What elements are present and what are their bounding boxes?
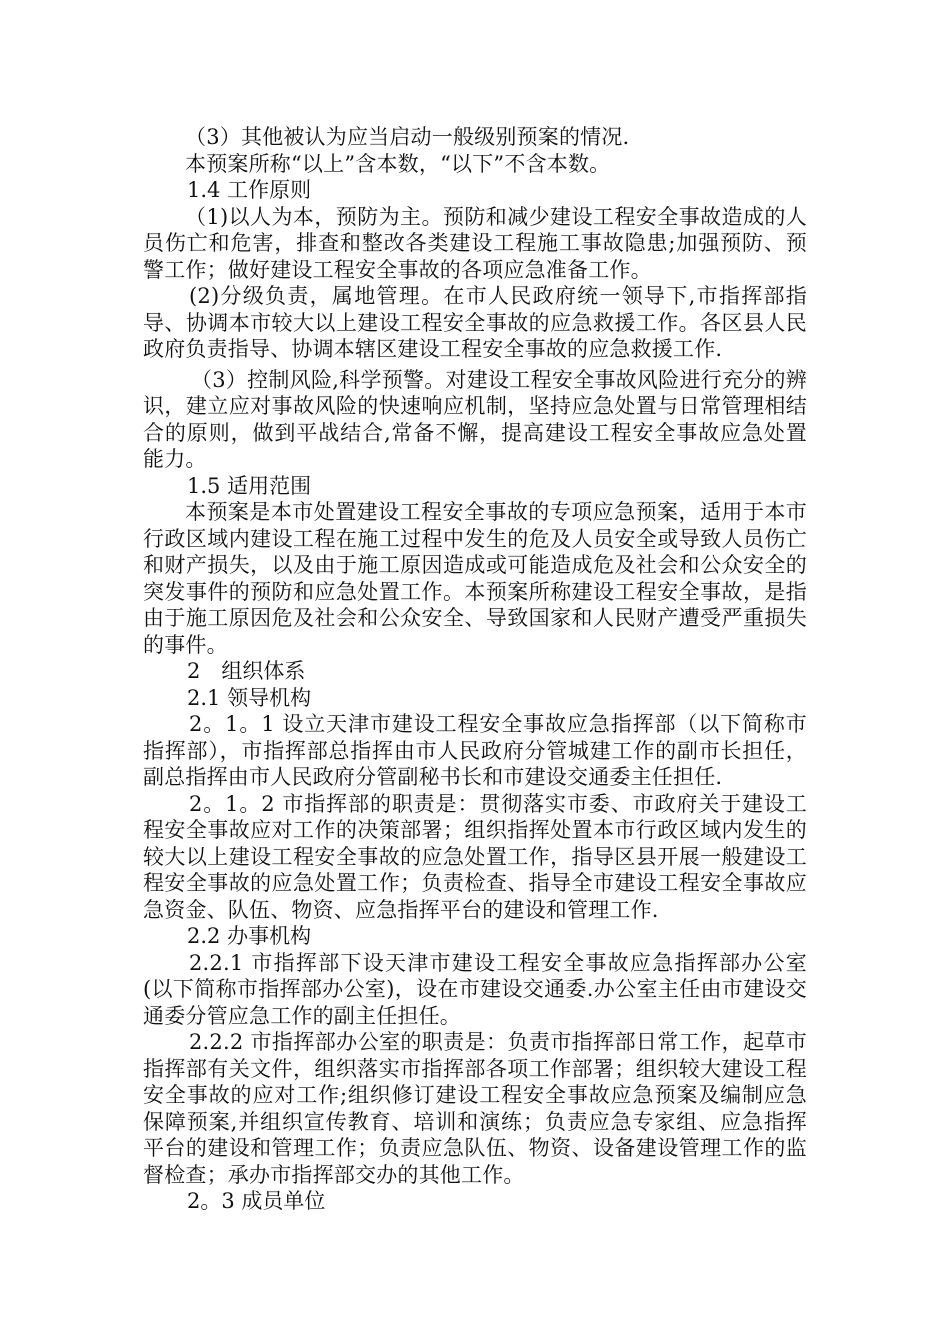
- paragraph-principle-1: （1)以人为本，预防为主。预防和减少建设工程安全事故造成的人员伤亡和危害，排查和整改各类建设工程施工事故隐患;加强预防、预警工作；做好建设工程安全事故的各项应急准备工作。: [143, 204, 807, 282]
- paragraph-applicable-scope: 本预案是本市处置建设工程安全事故的专项应急预案，适用于本市行政区域内建设工程在施工过程中发生的危及人员安全或导致人员伤亡和财产损失，以及由于施工原因造成或可能造成危及社会和公众安全的突发事件的预防和应急处置工作。本预案所称建设工程安全事故，是指由于施工原因危及社会和公众安全、导致国家和人民财产遭受严重损失的事件。: [143, 500, 807, 657]
- paragraph-2-1-1: 2。1。1 设立天津市建设工程安全事故应急指挥部（以下简称市指挥部），市指挥部总指挥由市人民政府分管城建工作的副市长担任，副总指挥由市人民政府分管副秘书长和市建设交通委主任担任.: [143, 712, 807, 789]
- section-heading-2-2: 2.2 办事机构: [187, 924, 312, 948]
- paragraph-scope-definition: 本预案所称“以上”含本数，“以下”不含本数。: [185, 151, 611, 176]
- section-heading-2-1: 2.1 领导机构: [187, 685, 312, 710]
- section-heading-2: 2 组织体系: [187, 659, 306, 683]
- section-heading-2-3: 2。3 成员单位: [187, 1189, 326, 1213]
- document-body: [143, 124, 807, 1215]
- paragraph-principle-2: (2)分级负责，属地管理。在市人民政府统一领导下,市指挥部指导、协调本市较大以上建设工程安全事故的应急救援工作。各区县人民政府负责指导、协调本辖区建设工程安全事故的应急救援工作.: [143, 284, 807, 361]
- paragraph-2-1-2: 2。1。2 市指挥部的职责是：贯彻落实市委、市政府关于建设工程安全事故应对工作的决策部署；组织指挥处置本市行政区域内发生的较大以上建设工程安全事故的应急处置工作，指导区县开展一般建设工程安全事故的应急处置工作；负责检查、指导全市建设工程安全事故应急资金、队伍、物资、应急指挥平台的建设和管理工作.: [143, 791, 807, 922]
- section-heading-1-5: 1.5 适用范围: [187, 473, 312, 498]
- paragraph-principle-3: （3）控制风险,科学预警。对建设工程安全事故风险进行充分的辨识，建立应对事故风险的快速响应机制，坚持应急处置与日常管理相结合的原则，做到平战结合,常备不懈，提高建设工程安全事故应急处置能力。: [143, 367, 807, 471]
- section-heading-1-4: 1.4 工作原则: [187, 178, 312, 202]
- paragraph-2-2-2: 2.2.2 市指挥部办公室的职责是：负责市指挥部日常工作，起草市指挥部有关文件，组织落实市指挥部各项工作部署；组织较大建设工程安全事故的应对工作;组织修订建设工程安全事故应急预案及编制应急保障预案,并组织宣传教育、培训和演练；负责应急专家组、应急指挥平台的建设和管理工作；负责应急队伍、物资、设备建设管理工作的监督检查；承办市指挥部交办的其他工作。: [143, 1030, 807, 1187]
- paragraph-other-situations: （3）其他被认为应当启动一般级别预案的情况.: [185, 125, 630, 149]
- paragraph-2-2-1: 2.2.1 市指挥部下设天津市建设工程安全事故应急指挥部办公室(以下简称市指挥部办公室)，设在市建设交通委.办公室主任由市建设交通委分管应急工作的副主任担任。: [143, 950, 807, 1028]
